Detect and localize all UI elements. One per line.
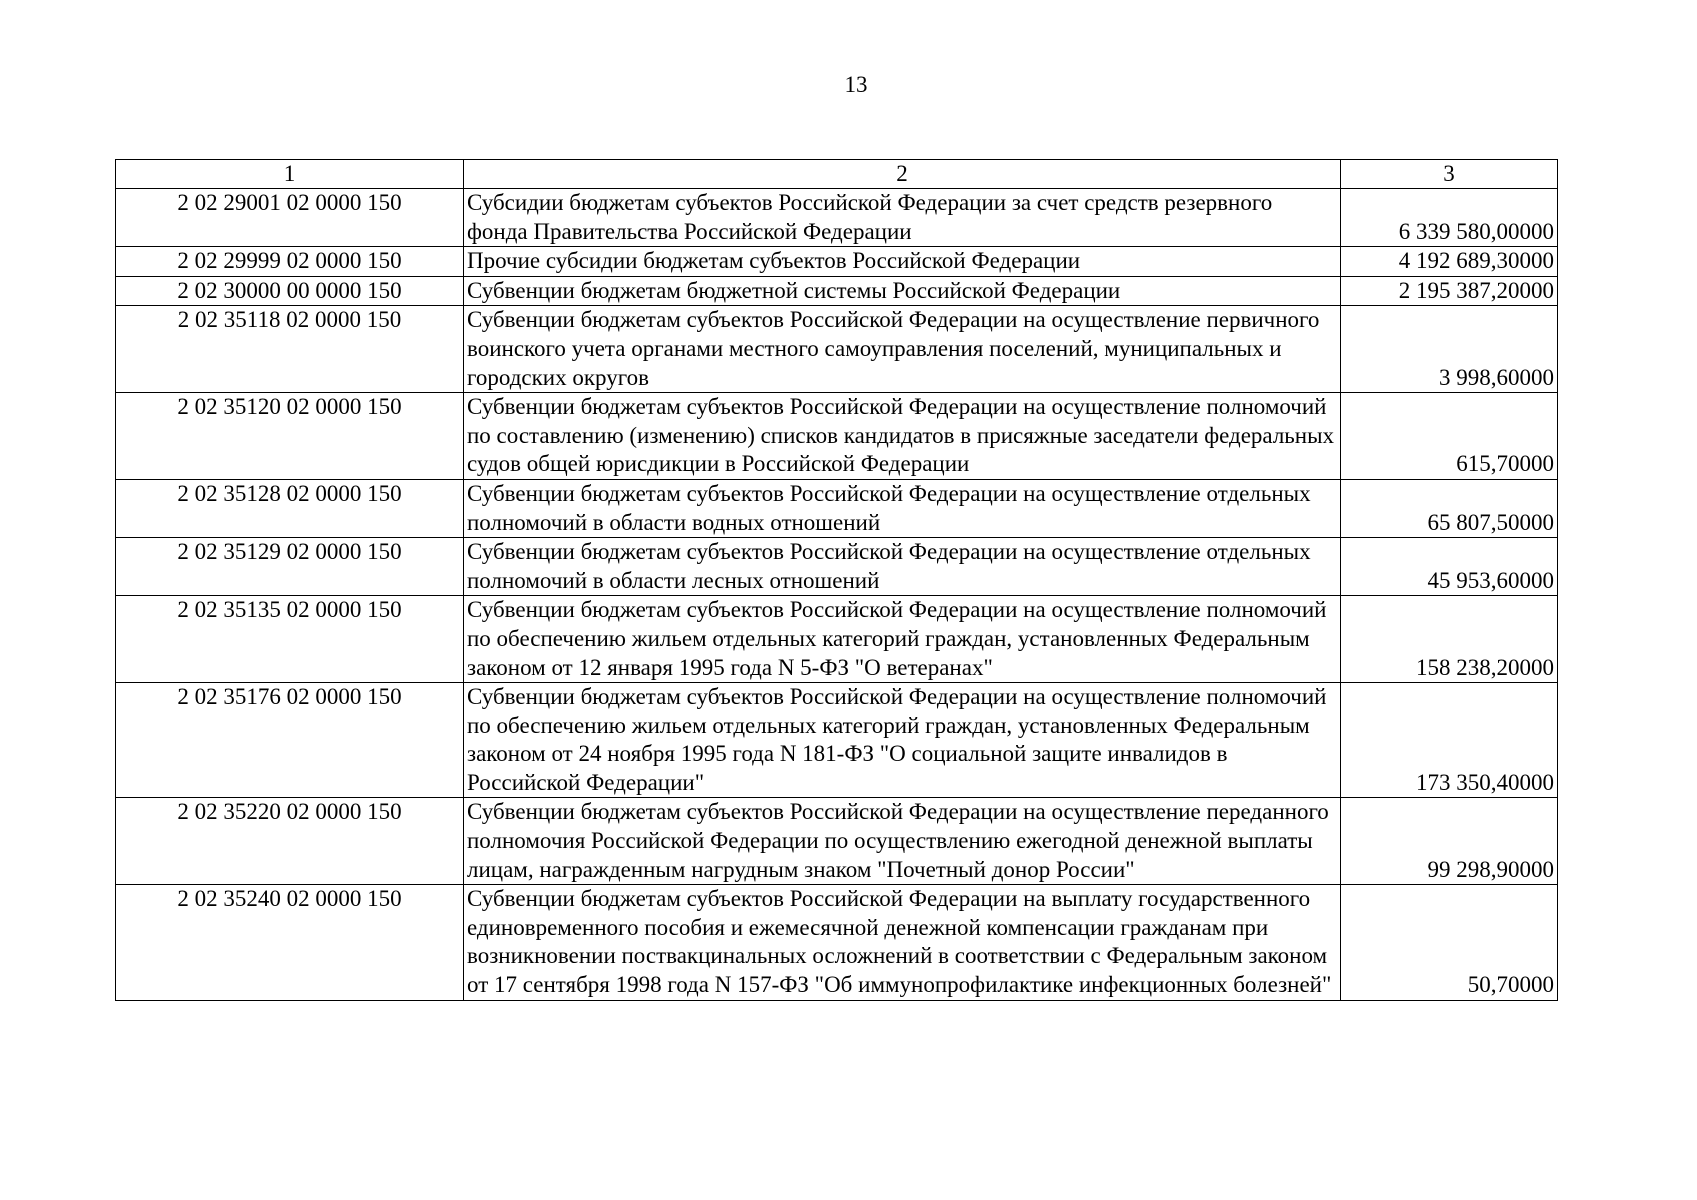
- row-code: 2 02 29999 02 0000 150: [116, 247, 464, 277]
- row-description: Субвенции бюджетам субъектов Российской Федерации на осуществление отдельных полномочий в области лесных отношений: [464, 538, 1341, 596]
- row-code: 2 02 35118 02 0000 150: [116, 306, 464, 393]
- row-code: 2 02 35129 02 0000 150: [116, 538, 464, 596]
- row-amount: 158 238,20000: [1341, 596, 1558, 683]
- header-col-2: 2: [464, 160, 1341, 189]
- row-amount: 173 350,40000: [1341, 683, 1558, 798]
- budget-table: [115, 159, 1558, 1001]
- row-amount: 2 195 387,20000: [1341, 276, 1558, 306]
- page-number: 13: [844, 72, 868, 97]
- row-description: Субвенции бюджетам субъектов Российской Федерации на осуществление переданного полномочия Российской Федерации по осуществлению ежегодной денежной выплаты лицам, награжденным нагрудным знаком "Почетный донор России": [464, 798, 1341, 885]
- table-header-row: [116, 160, 1558, 189]
- header-col-1: 1: [116, 160, 464, 189]
- row-description: Субвенции бюджетам субъектов Российской Федерации на осуществление полномочий по обеспечению жильем отдельных категорий граждан, установленных Федеральным законом от 12 января 1995 года N 5-ФЗ "О ветеранах": [464, 596, 1341, 683]
- row-amount: 50,70000: [1341, 885, 1558, 1000]
- table-row: [116, 393, 1558, 480]
- table-row: [116, 479, 1558, 537]
- row-amount: 99 298,90000: [1341, 798, 1558, 885]
- row-amount: 6 339 580,00000: [1341, 189, 1558, 247]
- row-code: 2 02 35176 02 0000 150: [116, 683, 464, 798]
- row-amount: 615,70000: [1341, 393, 1558, 480]
- row-description: Субвенции бюджетам субъектов Российской Федерации на выплату государственного единовременного пособия и ежемесячной денежной компенсации гражданам при возникновении поствакцинальных осложнений в соответствии с Федеральным законом от 17 сентября 1998 года N 157-ФЗ "Об иммунопрофилактике инфекционных болезней": [464, 885, 1341, 1000]
- header-col-3: 3: [1341, 160, 1558, 189]
- table-row: [116, 247, 1558, 277]
- row-code: 2 02 29001 02 0000 150: [116, 189, 464, 247]
- table-row: [116, 798, 1558, 885]
- row-code: 2 02 35120 02 0000 150: [116, 393, 464, 480]
- row-code: 2 02 35135 02 0000 150: [116, 596, 464, 683]
- row-amount: 4 192 689,30000: [1341, 247, 1558, 277]
- row-description: Прочие субсидии бюджетам субъектов Российской Федерации: [464, 247, 1341, 277]
- row-description: Субвенции бюджетам субъектов Российской Федерации на осуществление полномочий по обеспечению жильем отдельных категорий граждан, установленных Федеральным законом от 24 ноября 1995 года N 181-ФЗ "О социальной защите инвалидов в Российской Федерации": [464, 683, 1341, 798]
- row-code: 2 02 30000 00 0000 150: [116, 276, 464, 306]
- table-row: [116, 306, 1558, 393]
- row-code: 2 02 35240 02 0000 150: [116, 885, 464, 1000]
- row-code: 2 02 35220 02 0000 150: [116, 798, 464, 885]
- table-row: [116, 538, 1558, 596]
- table-row: [116, 885, 1558, 1000]
- row-code: 2 02 35128 02 0000 150: [116, 479, 464, 537]
- row-amount: 3 998,60000: [1341, 306, 1558, 393]
- row-description: Субвенции бюджетам субъектов Российской Федерации на осуществление первичного воинского учета органами местного самоуправления поселений, муниципальных и городских округов: [464, 306, 1341, 393]
- row-amount: 45 953,60000: [1341, 538, 1558, 596]
- row-description: Субсидии бюджетам субъектов Российской Федерации за счет средств резервного фонда Правительства Российской Федерации: [464, 189, 1341, 247]
- row-description: Субвенции бюджетам бюджетной системы Российской Федерации: [464, 276, 1341, 306]
- row-description: Субвенции бюджетам субъектов Российской Федерации на осуществление отдельных полномочий в области водных отношений: [464, 479, 1341, 537]
- row-amount: 65 807,50000: [1341, 479, 1558, 537]
- table-row: [116, 683, 1558, 798]
- row-description: Субвенции бюджетам субъектов Российской Федерации на осуществление полномочий по составлению (изменению) списков кандидатов в присяжные заседатели федеральных судов общей юрисдикции в Российской Федерации: [464, 393, 1341, 480]
- table-row: [116, 596, 1558, 683]
- table-row: [116, 276, 1558, 306]
- table-row: [116, 189, 1558, 247]
